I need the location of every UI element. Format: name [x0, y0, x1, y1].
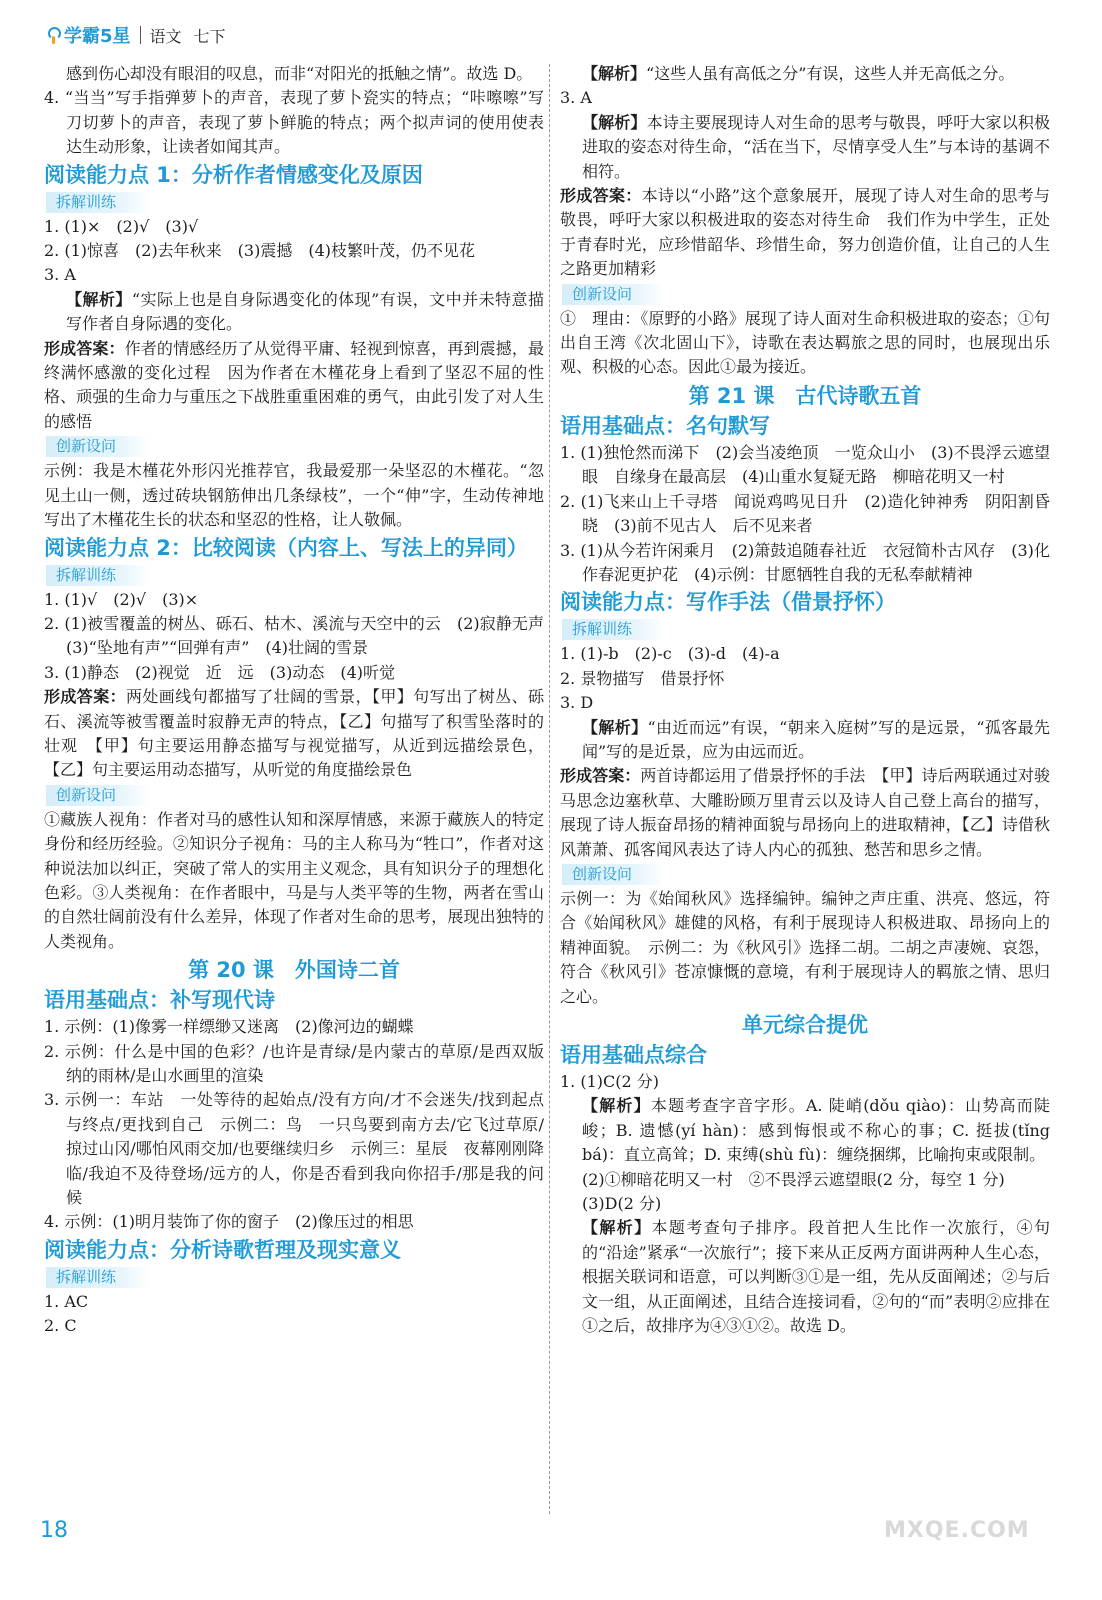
paragraph-text: 示例：我是木槿花外形闪光推荐官，我最爱那一朵坚忍的木槿花。“忽见土山一侧，透过砖块钢筋伸出几条绿枝”，一个“伸”字，生动传神地写出了木槿花生长的状态和坚忍的性格，让人敬佩。 [44, 461, 544, 530]
brand-name: 学霸5星 [64, 26, 131, 47]
paragraph-text: 3. (1)静态 (2)视觉 近 远 (3)动态 (4)听觉 [44, 662, 396, 682]
answer-paragraph [560, 887, 1050, 1009]
analysis-tag: 【解析】 [582, 1096, 651, 1116]
answer-label: 形成答案： [44, 687, 126, 707]
section-badge: 创新设问 [46, 436, 150, 457]
answer-paragraph [560, 716, 1050, 765]
answer-paragraph [560, 307, 1050, 380]
answer-paragraph [560, 1192, 1050, 1216]
paragraph-text: 3. A [44, 265, 76, 285]
paragraph-text: 1. (1)C(2 分) [560, 1072, 660, 1091]
badge-row [44, 783, 544, 808]
paragraph-text: 本题考查字音字形。A. 陡峭(dǒu qiào)：山势高而陡峻；B. 遗憾(yí hàn)：感到悔恨或不称心的事；C. 挺拔(tǐng bá)：直立高耸；D. 束缚(shù fù)：缠绕捆绑，比喻拘束或限制。 [582, 1096, 1050, 1165]
answer-paragraph [44, 1314, 544, 1338]
answer-label: 形成答案： [44, 338, 125, 358]
answer-paragraph [44, 1088, 544, 1210]
answer-paragraph [44, 263, 544, 287]
answer-paragraph [44, 239, 544, 263]
answer-paragraph [44, 459, 544, 532]
answer-paragraph [44, 1290, 544, 1314]
paragraph-text: 1. (1)× (2)√ (3)√ [44, 216, 199, 236]
paragraph-text: ①藏族人视角：作者对马的感性认知和深厚情感，来源于藏族人的特定身份和经历经验。②知识分子视角：马的主人称马为“牲口”，作者对这种说法加以纠正，突破了常人的实用主义观念，具有知识分子的理想化色彩。③人类视角：在作者眼中，马是与人类平等的生物，两者在雪山的自然壮阔前没有什么差异，体现了作者对生命的思考，展现出独特的人类视角。 [44, 809, 544, 951]
analysis-tag: 【解析】 [582, 112, 647, 132]
answer-paragraph [44, 215, 544, 239]
paragraph-text: 本题考查句子排序。段首把人生比作一次旅行，④句的“沿途”紧承“一次旅行”；接下来从正反两方面讲两种人生心态，根据关联词和语意，可以判断③①是一组，先从反面阐述；②与后文一组，从正面阐述，且结合连接词看，②句的“而”表明②应排在①之后，故排序为④③①②。故选 D。 [582, 1218, 1050, 1336]
header-subject: 语文 [149, 26, 182, 46]
paragraph-text: 感到伤心却没有眼泪的叹息，而非“对阳光的抵触之情”。故选 D。 [66, 64, 533, 83]
answer-paragraph [44, 86, 544, 159]
section-heading: 阅读能力点 1：分析作者情感变化及原因 [44, 162, 423, 187]
brand-logo-icon [46, 25, 62, 45]
answer-paragraph [44, 62, 544, 86]
analysis-tag: 【解析】 [582, 64, 647, 83]
paragraph-text: 1. AC [44, 1291, 89, 1311]
lesson-title: 第 20 课 外国诗二首 [188, 958, 400, 983]
answer-paragraph [560, 642, 1050, 666]
answer-label: 形成答案： [560, 186, 642, 206]
answer-paragraph [44, 808, 544, 954]
paragraph-text: 2. 景物描写 借景抒怀 [560, 668, 725, 688]
header-divider [140, 26, 141, 44]
right-column [560, 62, 1050, 1338]
section-heading: 阅读能力点 2：比较阅读（内容上、写法上的异同） [44, 535, 528, 560]
column-divider [549, 64, 550, 1514]
paragraph-text: 2. 示例：什么是中国的色彩？/也许是青绿/是内蒙古的草原/是西双版纳的雨林/是山水画里的渲染 [44, 1041, 544, 1085]
section-badge: 创新设问 [562, 284, 666, 305]
paragraph-text: 3. (1)从今若许闲乘月 (2)箫鼓追随春社近 衣冠简朴古风存 (3)化作春泥更护花 (4)示例：甘愿牺牲自我的无私奉献精神 [560, 540, 1050, 584]
paragraph-text: 两处画线句都描写了壮阔的雪景，【甲】句写出了树丛、砾石、溪流等被雪覆盖时寂静无声的特点，【乙】句描写了积雪坠落时的壮观 【甲】句主要运用静态描写与视觉描写，从近到远描绘景色，【乙】句主要运用动态描写，从听觉的角度描绘景色 [44, 687, 544, 780]
brand-logo [46, 22, 131, 48]
answer-paragraph [560, 184, 1050, 282]
answer-paragraph [560, 1168, 1050, 1192]
paragraph-text: “实际上也是自身际遇变化的体现”有误，文中并未特意描写作者自身际遇的变化。 [66, 289, 544, 334]
answer-paragraph [560, 691, 1050, 715]
paragraph-text: 1. (1)-b (2)-c (3)-d (4)-a [560, 644, 780, 664]
analysis-tag: 【解析】 [582, 1218, 652, 1238]
answer-paragraph [44, 612, 561, 661]
paragraph-text: 1. (1)独怆然而涕下 (2)会当凌绝顶 一览众山小 (3)不畏浮云遮望眼 自缘身在最高层 (4)山重水复疑无路 柳暗花明又一村 [560, 442, 1050, 487]
answer-paragraph [560, 667, 1050, 691]
answer-paragraph [560, 1094, 1050, 1167]
section-badge: 拆解训练 [562, 619, 666, 640]
section-heading: 语用基础点：名句默写 [560, 413, 770, 438]
badge-row [560, 862, 1050, 887]
paragraph-text: 示例一：为《始闻秋风》选择编钟。编钟之声庄重、洪亮、悠远，符合《始闻秋风》雄健的风格，有利于展现诗人积极进取、昂扬向上的精神面貌。 示例二：为《秋风引》选择二胡。二胡之声凄婉、哀怨，符合《秋风引》苍凉慷慨的意境，有利于展现诗人的羁旅之情、思归之心。 [560, 888, 1050, 1006]
badge-row [44, 563, 544, 588]
answer-paragraph [560, 62, 1050, 86]
paragraph-text: 两首诗都运用了借景抒怀的手法 【甲】诗后两联通过对骏马思念边塞秋草、大雕盼顾万里青云以及诗人自己登上高台的描写，展现了诗人振奋昂扬的精神面貌与昂扬向上的进取精神，【乙】诗借秋风萧萧、孤客闻风表达了诗人内心的孤独、愁苦和思乡之情。 [560, 766, 1050, 859]
answer-label: 形成答案： [560, 766, 641, 786]
paragraph-text: (2)①柳暗花明又一村 ②不畏浮云遮望眼(2 分，每空 1 分) [582, 1169, 1005, 1189]
answer-paragraph [560, 1070, 1050, 1094]
paragraph-text: 2. (1)被雪覆盖的树丛、砾石、枯木、溪流与天空中的云 (2)寂静无声 (3)“坠地有声”“回弹有声” (4)壮阔的雪景 [44, 613, 561, 658]
answer-paragraph [44, 1040, 544, 1089]
badge-row [560, 617, 1050, 642]
watermark: MXQE.COM [884, 1518, 1030, 1543]
answer-paragraph [44, 588, 544, 612]
paragraph-text: 3. D [560, 693, 594, 713]
section-heading: 阅读能力点：分析诗歌哲理及现实意义 [44, 1237, 401, 1262]
header-grade: 七下 [193, 26, 226, 46]
answer-paragraph [560, 111, 1050, 184]
analysis-tag: 【解析】 [582, 717, 648, 737]
page-number: 18 [40, 1518, 68, 1543]
section-badge: 拆解训练 [46, 1267, 150, 1288]
paragraph-text: 1. (1)√ (2)√ (3)× [44, 589, 199, 609]
paragraph-text: “由近而远”有误，“朝来入庭树”写的是远景，“孤客最先闻”写的是近景，应为由远而近。 [582, 717, 1050, 761]
answer-paragraph [560, 539, 1050, 588]
section-badge: 拆解训练 [46, 565, 150, 586]
badge-row [560, 282, 1050, 307]
paragraph-text: 4. “当当”写手指弹萝卜的声音，表现了萝卜瓷实的特点；“咔嚓嚓”写刀切萝卜的声音，表现了萝卜鲜脆的特点；两个拟声词的使用使表达生动形象，让读者如闻其声。 [44, 88, 544, 157]
paragraph-text: 2. (1)惊喜 (2)去年秋来 (3)震撼 (4)枝繁叶茂，仍不见花 [44, 241, 476, 261]
answer-paragraph [560, 441, 1050, 490]
paragraph-text: “这些人虽有高低之分”有误，这些人并无高低之分。 [646, 64, 1015, 83]
page-header [46, 18, 238, 52]
paragraph-text: ① 理由：《原野的小路》展现了诗人面对生命积极进取的姿态；①句出自王湾《次北固山下》，诗歌在表达羁旅之思的同时，也展现出乐观、积极的心态。因此①最为接近。 [560, 308, 1050, 377]
paragraph-text: 3. A [560, 88, 592, 108]
answer-paragraph [560, 1216, 1050, 1338]
badge-row [44, 434, 544, 459]
answer-paragraph [560, 490, 1050, 539]
lesson-title: 第 21 课 古代诗歌五首 [688, 383, 922, 408]
section-badge: 拆解训练 [46, 192, 150, 213]
left-column [44, 62, 561, 1339]
lesson-title: 单元综合提优 [742, 1013, 868, 1037]
paragraph-text: 本诗主要展现诗人对生命的思考与敬畏，呼吁大家以积极进取的姿态对待生命，“活在当下，尽情享受人生”与本诗的基调不相符。 [582, 112, 1050, 181]
paragraph-text: 2. (1)飞来山上千寻塔 闻说鸡鸣见日升 (2)造化钟神秀 阴阳割昏晓 (3)前不见古人 后不见来者 [560, 491, 1050, 536]
paragraph-text: 本诗以“小路”这个意象展开，展现了诗人对生命的思考与敬畏，呼吁大家以积极进取的姿态对待生命 我们作为中学生，正处于青春时光，应珍惜韶华、珍惜生命，努力创造价值，让自己的人生之路更加精彩 [560, 186, 1050, 279]
section-heading: 语用基础点综合 [560, 1043, 707, 1067]
answer-paragraph [44, 288, 544, 337]
paragraph-text: 1. 示例：(1)像雾一样缥缈又迷离 (2)像河边的蝴蝶 [44, 1017, 414, 1037]
paragraph-text: 4. 示例：(1)明月装饰了你的窗子 (2)像压过的相思 [44, 1212, 414, 1232]
answer-paragraph [44, 1015, 544, 1039]
section-heading: 阅读能力点：写作手法（借景抒怀） [560, 590, 896, 615]
answer-paragraph [44, 1210, 544, 1234]
section-heading: 语用基础点：补写现代诗 [44, 988, 275, 1013]
paragraph-text: (3)D(2 分) [582, 1194, 662, 1214]
answer-paragraph [560, 86, 1050, 110]
answer-paragraph [560, 764, 1050, 862]
answer-paragraph [44, 337, 544, 435]
answer-paragraph [44, 661, 544, 685]
paragraph-text: 2. C [44, 1316, 77, 1336]
section-badge: 创新设问 [562, 864, 666, 885]
paragraph-text: 3. 示例一：车站 一处等待的起始点/没有方向/才不会迷失/找到起点与终点/更找到自己 示例二：鸟 一只鸟要到南方去/它飞过草原/掠过山冈/哪怕风雨交加/也要继续归乡 示例三：星辰 夜幕刚刚降临/我迫不及待登场/远方的人，你是否看到我向你招手/那是我的问候 [44, 1090, 544, 1208]
answer-paragraph [44, 685, 544, 783]
badge-row [44, 1265, 544, 1290]
badge-row [44, 190, 544, 215]
paragraph-text: 作者的情感经历了从觉得平庸、轻视到惊喜，再到震撼，最终满怀感激的变化过程 因为作者在木槿花身上看到了坚忍不屈的性格、顽强的生命力与重压之下战胜重重困难的勇气，由此引发了对人生的感悟 [44, 338, 544, 431]
analysis-tag: 【解析】 [66, 289, 132, 309]
section-badge: 创新设问 [46, 785, 150, 806]
